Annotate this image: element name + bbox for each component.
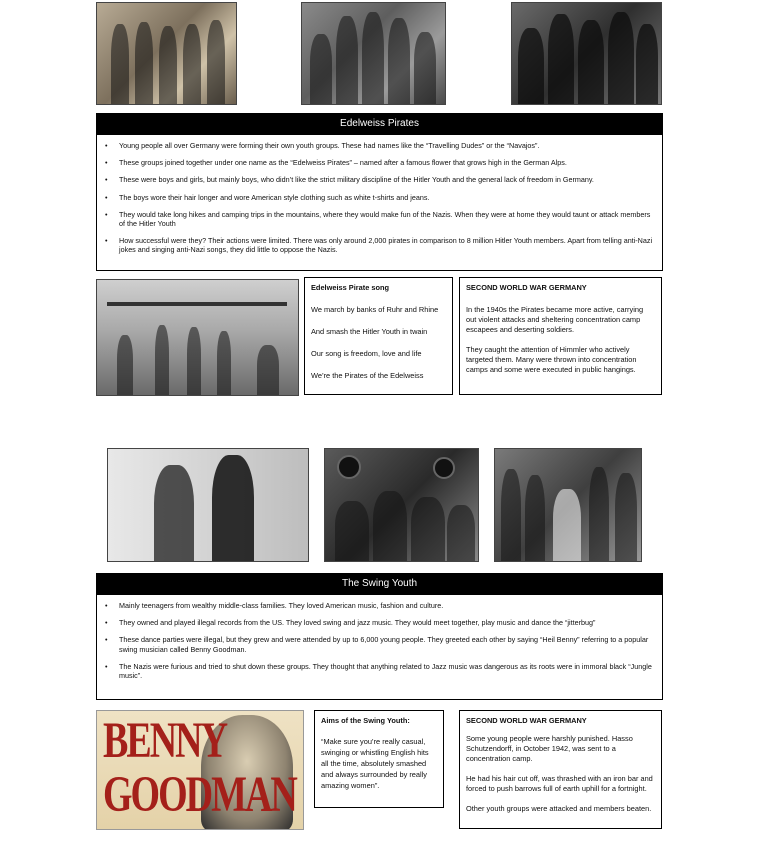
swing-ww2-box xyxy=(459,710,662,829)
aims-quote: “Make sure you’re really casual, swinging or whistling English hits all the time, absolutely smashed and always surrounded by really amazing women”. xyxy=(321,737,429,790)
photo-swing-party xyxy=(494,448,642,562)
ww2-paragraph: Other youth groups were attacked and members beaten. xyxy=(466,804,652,813)
song-line: Our song is freedom, love and life xyxy=(311,349,422,358)
swing-aims-box xyxy=(314,710,444,808)
photo-pirates-group-2 xyxy=(301,2,446,105)
list-item: • They would take long hikes and camping trips in the mountains, where they would make fun of the Nazis. When they were at home they would taunt or attack members of the Hitler Youth xyxy=(119,210,654,228)
song-title: Edelweiss Pirate song xyxy=(311,283,390,292)
list-item: • How successful were they? Their actions were limited. There was only around 2,000 pirates in comparison to 8 million Hitler Youth members. Apart from telling anti-Nazi jokes and singing anti-Nazi songs, they did little to oppose the Nazis. xyxy=(119,236,654,254)
poster-word-benny: BENNY xyxy=(103,712,227,769)
photo-swing-dancers xyxy=(107,448,309,562)
song-line: We’re the Pirates of the Edelweiss xyxy=(311,371,424,380)
list-item: • These dance parties were illegal, but they grew and were attended by up to 6,000 young people. They greeted each other by saying “Heil Benny” referring to a popular swing musician called Benny Goodman. xyxy=(119,635,654,653)
benny-goodman-poster xyxy=(96,710,304,830)
ww2-paragraph: Some young people were harshly punished. Hasso Schutzendorff, in October 1942, was sent to a concentration camp. xyxy=(466,734,633,763)
song-line: And smash the Hitler Youth in twain xyxy=(311,327,428,336)
edelweiss-bullets xyxy=(96,134,663,271)
aims-title: Aims of the Swing Youth: xyxy=(321,716,410,725)
ww2-title: SECOND WORLD WAR GERMANY xyxy=(466,716,587,725)
ww2-paragraph: He had his hair cut off, was thrashed with an iron bar and forced to push barrows full of earth uphill for a fortnight. xyxy=(466,774,653,793)
ww2-paragraph: They caught the attention of Himmler who actively targeted them. Many were thrown into concentration camps and some were executed in public hangings. xyxy=(466,345,637,374)
ww2-title: SECOND WORLD WAR GERMANY xyxy=(466,283,587,292)
list-item: • They owned and played illegal records from the US. They loved swing and jazz music. They would meet together, play music and dance the “jitterbug” xyxy=(119,618,654,627)
ww2-paragraph: In the 1940s the Pirates became more active, carrying out violent attacks and sheltering concentration camp escapees and deserting soldiers. xyxy=(466,305,644,334)
list-item: • The boys wore their hair longer and wore American style clothing such as white t-shirts and jeans. xyxy=(119,193,654,202)
list-item: • These were boys and girls, but mainly boys, who didn’t like the strict military discipline of the Hitler Youth and the general lack of freedom in Germany. xyxy=(119,175,654,184)
edelweiss-header: Edelweiss Pirates xyxy=(96,113,663,134)
photo-swing-records xyxy=(324,448,479,562)
list-item: • The Nazis were furious and tried to shut down these groups. They thought that anything related to Jazz music was dangerous as its roots were in immoral black “Jungle music”. xyxy=(119,662,654,680)
photo-public-hanging xyxy=(96,279,299,396)
edelweiss-ww2-box xyxy=(459,277,662,395)
swing-header: The Swing Youth xyxy=(96,573,663,594)
list-item: • Young people all over Germany were forming their own youth groups. These had names like the “Travelling Dudes” or the “Navajos”. xyxy=(119,141,654,150)
poster-word-goodman: GOODMAN xyxy=(103,766,296,823)
list-item: • Mainly teenagers from wealthy middle-class families. They loved American music, fashion and culture. xyxy=(119,601,654,610)
photo-pirates-group-3 xyxy=(511,2,662,105)
edelweiss-song-box xyxy=(304,277,453,395)
swing-bullets xyxy=(96,594,663,700)
song-line: We march by banks of Ruhr and Rhine xyxy=(311,305,439,314)
list-item: • These groups joined together under one name as the “Edelweiss Pirates” – named after a famous flower that grows high in the German Alps. xyxy=(119,158,654,167)
photo-pirates-group-1 xyxy=(96,2,237,105)
